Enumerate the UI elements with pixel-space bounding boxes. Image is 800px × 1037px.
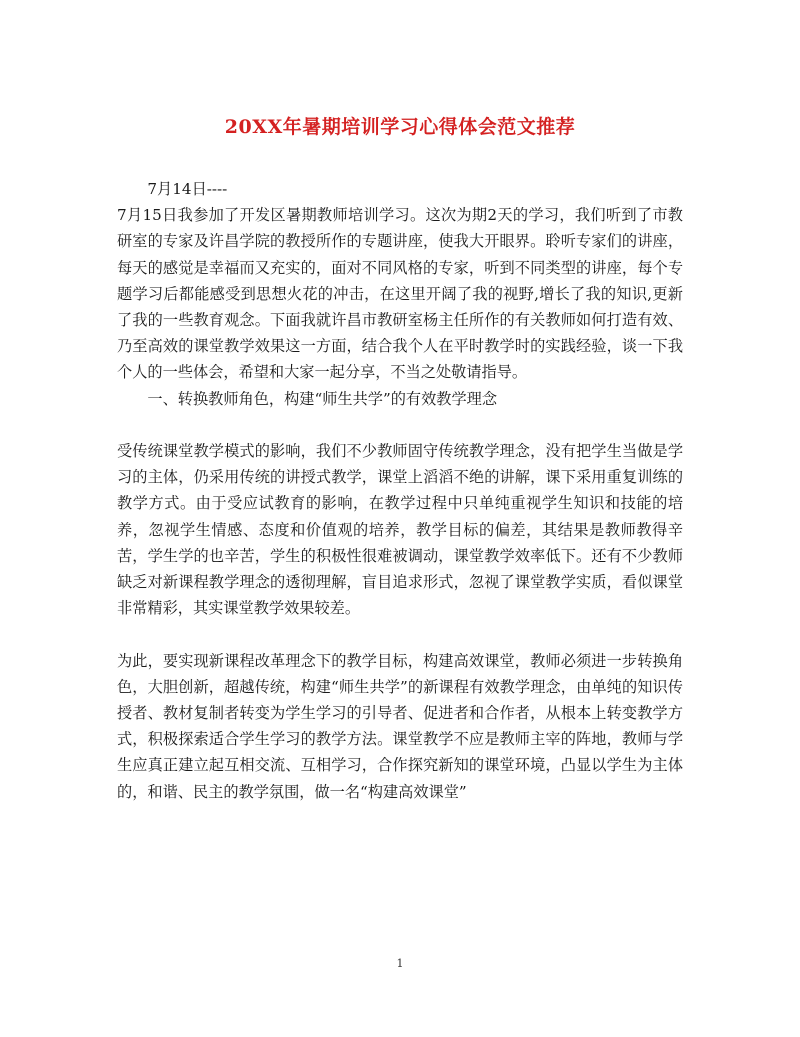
date-line: 7月14日---- [147,180,228,198]
document-title: 20XX年暑期培训学习心得体会范文推荐 [224,116,576,138]
body-paragraph-2: 为此，要实现新课程改革理念下的教学目标，构建高效课堂，教师必须进一步转换角色，大胆创新，超越传统，构建“师生共学”的新课程有效教学理念，由单纯的知识传授者、教材复制者转变为学生学习的引导者、促进者和合作者，从根本上转变教学方式，积极探索适合学生学习的教学方法。课堂教学不应是教师主宰的阵地，教师与学生应真正建立起互相交流、互相学习，合作探究新知的课堂环境，凸显以学生为主体的，和谐、民主的教学氛围，做一名“构建高效课堂” [117,651,683,801]
page-number: 1 [396,957,404,970]
section-heading: 一、转换教师角色，构建“师生共学”的有效教学理念 [147,389,498,408]
body-paragraph-1: 受传统课堂教学模式的影响，我们不少教师固守传统教学理念，没有把学生当做是学习的主体，仍采用传统的讲授式教学，课堂上滔滔不绝的讲解，课下采用重复训练的教学方式。由于受应试教育的影响，在教学过程中只单纯重视学生知识和技能的培养，忽视学生情感、态度和价值观的培养，教学目标的偏差，其结果是教师教得辛苦，学生学的也辛苦，学生的积极性很难被调动，课堂教学效率低下。还有不少教师缺乏对新课程教学理念的透彻理解，盲目追求形式，忽视了课堂教学实质，看似课堂非常精彩，其实课堂教学效果较差。 [117,442,683,618]
document-body [117,176,683,805]
intro-paragraph: 7月15日我参加了开发区暑期教师培训学习。这次为期2天的学习，我们听到了市教研室的专家及许昌学院的教授所作的专题讲座，使我大开眼界。聆听专家们的讲座，每天的感觉是幸福而又充实的，面对不同风格的专家，听到不同类型的讲座，每个专题学习后都能感受到思想火花的冲击，在这里开阔了我的视野,增长了我的知识,更新了我的一些教育观念。下面我就许昌市教研室杨主任所作的有关教师如何打造有效、乃至高效的课堂教学效果这一方面，结合我个人在平时教学时的实践经验，谈一下我个人的一些体会，希望和大家一起分享，不当之处敬请指导。 [117,206,683,382]
